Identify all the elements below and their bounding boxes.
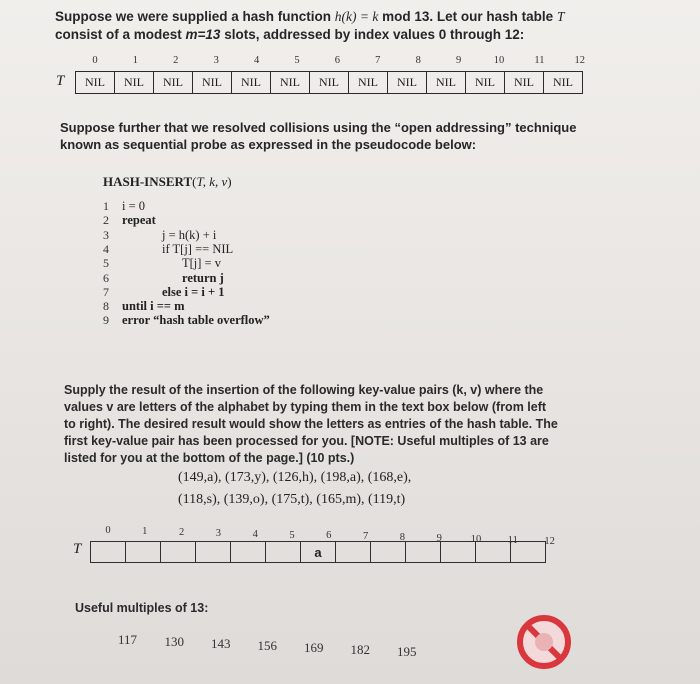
answer-table-index: 0 (105, 525, 111, 536)
instructions-line: listed for you at the bottom of the page.] (10 pts.) (64, 451, 355, 465)
hash-table-index: 3 (213, 55, 219, 66)
instructions-line: first key-value pair has been processed for you. [NOTE: Useful multiples of 13 are (64, 434, 549, 448)
pseudocode-line: else i = i + 1 (162, 284, 225, 299)
answer-table-cell (196, 542, 231, 563)
hash-table-cell: NIL (349, 72, 388, 94)
pseudocode-line-number: 7 (103, 284, 109, 299)
answer-table-index: 10 (470, 534, 482, 545)
pseudocode-line-number: 4 (103, 241, 109, 256)
pseudocode-line: i = 0 (122, 199, 146, 213)
hash-table-cell: NIL (427, 72, 466, 94)
key-value-pairs-line2: (118,s), (139,o), (175,t), (165,m), (119,t) (178, 492, 406, 507)
multiple-value: 169 (304, 640, 324, 655)
hash-table-index: 11 (534, 55, 545, 66)
multiple-value: 143 (211, 636, 231, 651)
hash-table-index: 12 (574, 55, 586, 66)
hash-table-cell: NIL (193, 72, 232, 94)
answer-table-index: 2 (178, 526, 185, 538)
pseudocode-line-number: 3 (103, 227, 109, 242)
answer-table-cell (476, 542, 511, 563)
pseudocode-line-number: 1 (103, 199, 109, 213)
pseudocode-line: j = h(k) + i (162, 227, 217, 242)
no-symbol-badge-icon (514, 612, 574, 677)
multiple-value: 182 (350, 642, 370, 657)
hash-table-cell: NIL (466, 72, 505, 94)
answer-table-index: 9 (436, 533, 442, 545)
hash-table-index: 8 (415, 55, 421, 66)
hash-table (75, 71, 583, 94)
hash-table-index: 1 (132, 55, 139, 66)
pseudocode-line: return j (182, 270, 224, 285)
pseudocode-line: if T[j] == NIL (162, 241, 234, 256)
answer-table-cell: a (301, 542, 336, 563)
hash-table-cell: NIL (232, 72, 271, 94)
hash-table-cell: NIL (505, 72, 544, 94)
answer-table-index: 7 (362, 531, 369, 543)
hash-table-index: 6 (334, 55, 341, 66)
pseudocode-line: until i == m (122, 299, 185, 314)
hash-table-cell: NIL (388, 72, 427, 94)
multiple-value: 156 (257, 638, 277, 653)
answer-table-index: 12 (544, 535, 555, 547)
pseudocode-line: error “hash table overflow” (122, 313, 270, 328)
pseudocode-line-number: 8 (103, 299, 109, 314)
hash-table-index: 0 (92, 55, 98, 66)
answer-table-cell (126, 542, 161, 563)
answer-table-cell (406, 542, 441, 563)
answer-table-cell (441, 542, 476, 563)
multiple-value: 130 (164, 634, 184, 649)
answer-table-index: 11 (507, 534, 518, 546)
hash-table-label: T (56, 73, 65, 89)
multiple-value: 195 (397, 644, 417, 659)
answer-table-cell (336, 542, 371, 563)
open-addressing-text: Suppose further that we resolved collisions using the “open addressing” technique known as sequential probe as expressed in the pseudocode below: (60, 120, 577, 152)
answer-table (90, 541, 546, 563)
instructions-line: Supply the result of the insertion of the following key-value pairs (k, v) where the (64, 383, 544, 397)
instructions-text (64, 382, 558, 467)
multiples-label: Useful multiples of 13: (75, 601, 209, 615)
hash-table-index: 4 (253, 55, 260, 66)
answer-table-index: 1 (142, 525, 148, 537)
answer-table-index: 3 (215, 527, 222, 539)
answer-table-cell (91, 542, 126, 563)
answer-table-index: 4 (252, 528, 258, 540)
pseudocode-line: T[j] = v (182, 256, 221, 271)
hash-table-cell: NIL (154, 72, 193, 94)
multiple-value: 117 (118, 632, 138, 647)
answer-table-cell (266, 542, 301, 563)
instructions-line: values v are letters of the alphabet by typing them in the text box below (from left (64, 400, 547, 414)
hash-table-cell: NIL (76, 72, 115, 94)
hash-table-index: 5 (294, 55, 300, 66)
hash-table-cell: NIL (271, 72, 310, 94)
pseudocode-line-number: 2 (103, 213, 109, 228)
intro-text: Suppose we were supplied a hash function h(k) = k mod 13. Let our hash table T consist of a modest m=13 slots, addressed by index values 0 through 12: (55, 9, 565, 42)
answer-table-cell (231, 542, 266, 563)
hash-table-index: 9 (455, 55, 462, 66)
hash-table-index: 7 (375, 55, 381, 66)
answer-table-cell (371, 542, 406, 563)
answer-table-label: T (73, 541, 82, 557)
answer-table-index: 6 (326, 530, 332, 542)
answer-table-cell (511, 542, 546, 563)
hash-table-index: 2 (173, 55, 179, 66)
pseudocode-line-number: 5 (103, 256, 109, 271)
pseudocode-line: repeat (122, 213, 156, 228)
hash-table-cell: NIL (115, 72, 154, 94)
answer-table-index: 5 (289, 529, 295, 541)
answer-table-index: 8 (399, 532, 406, 544)
answer-table-cell (161, 542, 196, 563)
pseudocode-line-number: 9 (103, 313, 109, 328)
pseudocode-line-number: 6 (103, 270, 109, 285)
instructions-line: to right). The desired result would show the letters as entries of the hash table. The (64, 417, 558, 431)
pseudocode-title: HASH-INSERT(T, k, v) (103, 174, 232, 189)
hash-table-cell: NIL (310, 72, 349, 94)
key-value-pairs-line1: (149,a), (173,y), (126,h), (198,a), (168,e), (178, 470, 412, 485)
hash-table-index: 10 (493, 55, 505, 66)
hash-table-cell: NIL (544, 72, 583, 94)
